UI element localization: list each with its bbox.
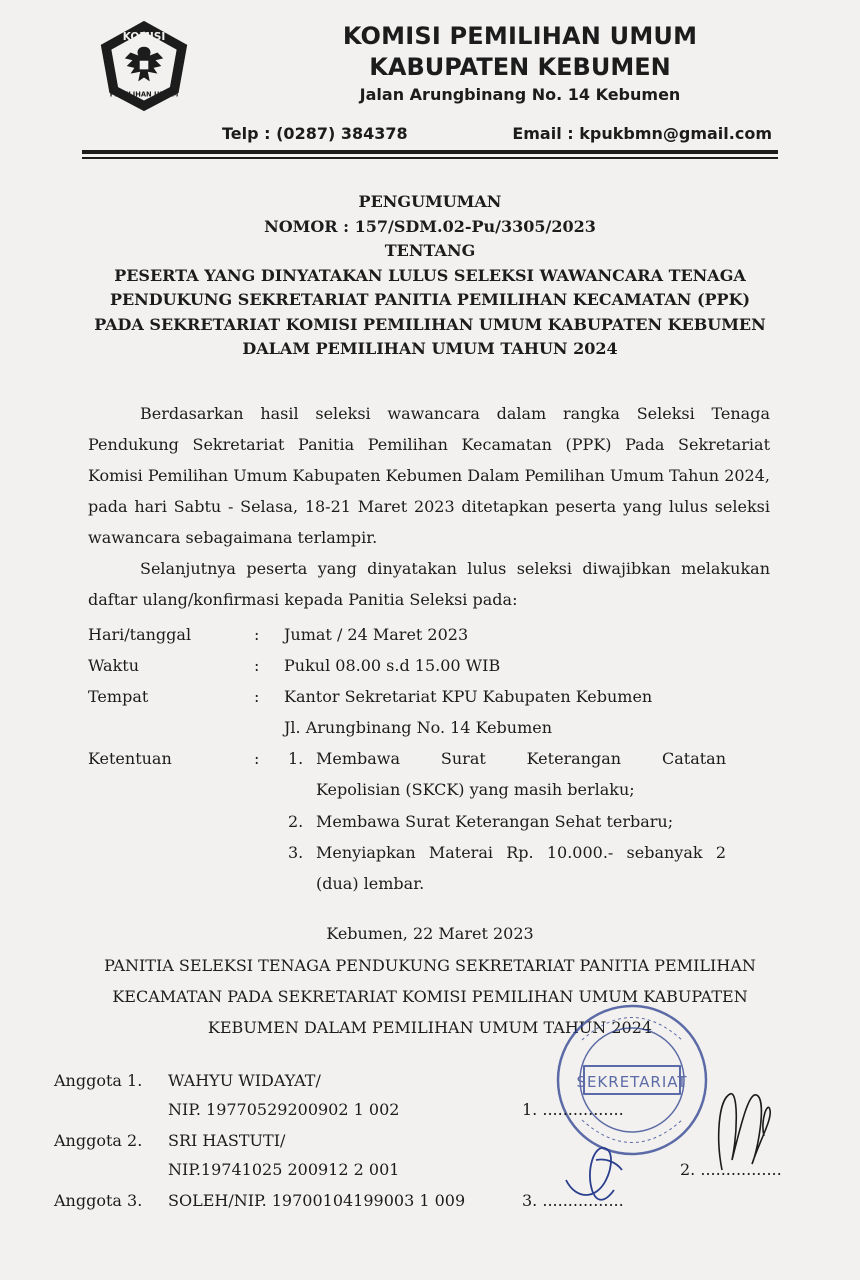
colon: : — [254, 625, 260, 644]
time-value: Pukul 08.00 s.d 15.00 WIB — [284, 656, 501, 675]
committee-line: KECAMATAN PADA SEKRETARIAT KOMISI PEMILIHAN UMUM KABUPATEN — [112, 987, 748, 1006]
stamp-text: SEKRETARIAT — [576, 1073, 688, 1091]
org-phone: Telp : (0287) 384378 — [222, 124, 408, 143]
signature-mark-2 — [708, 1080, 778, 1180]
time-label: Waktu — [88, 656, 140, 675]
day-label: Hari/tanggal — [88, 625, 192, 644]
signatory-name: SOLEH/NIP. 19700104199003 1 009 — [168, 1191, 466, 1210]
announcement-title — [60, 190, 800, 362]
signature-line: 3. ................ — [522, 1191, 624, 1210]
term-number: 2. — [288, 812, 304, 831]
place-date: Kebumen, 22 Maret 2023 — [326, 924, 534, 943]
signatory-role: Anggota 1. — [54, 1071, 143, 1090]
letterhead-heading — [180, 20, 860, 108]
term-3-line2: (dua) lembar. — [316, 874, 425, 893]
signatory-name: WAHYU WIDAYAT/ — [168, 1071, 321, 1090]
term-1-line2: Kepolisian (SKCK) yang masih berlaku; — [316, 780, 635, 799]
subject-line: PESERTA YANG DINYATAKAN LULUS SELEKSI WAWANCARA TENAGA — [114, 265, 746, 285]
term-3-line1: Menyiapkan Materai Rp. 10.000.- sebanyak 2 — [316, 843, 726, 862]
term-1-line1: Membawa Surat Keterangan Catatan — [316, 749, 726, 768]
place-label: Tempat — [88, 687, 149, 706]
org-name-line2: KABUPATEN KEBUMEN — [369, 53, 671, 81]
signature-mark-3 — [556, 1130, 636, 1210]
letterhead-rule-thin — [82, 157, 778, 159]
paragraph-2 — [88, 553, 770, 615]
logo-top-text: KOMISI — [122, 31, 166, 44]
org-address: Jalan Arungbinang No. 14 Kebumen — [359, 85, 681, 104]
letterhead-rule-thick — [82, 150, 778, 154]
signatory-role: Anggota 2. — [54, 1131, 143, 1150]
paragraph-1-text: Berdasarkan hasil seleksi wawancara dalam rangka Seleksi Tenaga Pendukung Sekretariat Panitia Pemilihan Kecamatan (PPK) Pada Sekretariat Komisi Pemilihan Umum Kabupaten Kebumen Dalam Pemilihan Umum Tahun 2024, pada hari Sabtu - Selasa, 18-21 Maret 2023 ditetapkan peserta yang lulus seleksi wawancara sebagaimana terlampir. — [88, 404, 770, 547]
term-number: 3. — [288, 843, 304, 862]
announcement-number: NOMOR : 157/SDM.02-Pu/3305/2023 — [264, 216, 596, 236]
kpu-logo-icon — [96, 18, 192, 114]
committee-line: PANITIA SELEKSI TENAGA PENDUKUNG SEKRETARIAT PANITIA PEMILIHAN — [104, 956, 756, 975]
place-value: Kantor Sekretariat KPU Kabupaten Kebumen — [284, 687, 653, 706]
announcement-about: TENTANG — [384, 241, 476, 260]
subject-line: DALAM PEMILIHAN UMUM TAHUN 2024 — [242, 339, 618, 358]
signature-line: 1. ................ — [522, 1100, 624, 1119]
signature-line: 2. ................ — [680, 1160, 782, 1179]
org-email: Email : kpukbmn@gmail.com — [512, 124, 772, 143]
signatory-role: Anggota 3. — [54, 1191, 143, 1210]
signatory-nip: NIP. 19770529200902 1 002 — [168, 1100, 400, 1119]
colon: : — [254, 687, 260, 706]
paragraph-1 — [88, 398, 770, 553]
colon: : — [254, 656, 260, 675]
colon: : — [254, 749, 260, 768]
subject-line: PENDUKUNG SEKRETARIAT PANITIA PEMILIHAN KECAMATAN (PPK) — [109, 290, 751, 309]
org-name-line1: KOMISI PEMILIHAN UMUM — [342, 22, 698, 50]
announcement-heading: PENGUMUMAN — [358, 192, 502, 211]
signatory-name: SRI HASTUTI/ — [168, 1131, 286, 1150]
committee-line: KEBUMEN DALAM PEMILIHAN UMUM TAHUN 2024 — [207, 1018, 653, 1037]
subject-line: PADA SEKRETARIAT KOMISI PEMILIHAN UMUM KABUPATEN KEBUMEN — [94, 314, 766, 334]
place-value-line2: Jl. Arungbinang No. 14 Kebumen — [284, 718, 553, 737]
term-2-line1: Membawa Surat Keterangan Sehat terbaru; — [316, 812, 674, 831]
signatory-nip: NIP.19741025 200912 2 001 — [168, 1160, 400, 1179]
terms-label: Ketentuan — [88, 749, 172, 768]
logo-bottom-text: PEMILIHAN UMUM — [109, 90, 179, 99]
paragraph-2-text: Selanjutnya peserta yang dinyatakan lulus seleksi diwajibkan melakukan daftar ulang/konfirmasi kepada Panitia Seleksi pada: — [88, 559, 770, 609]
day-value: Jumat / 24 Maret 2023 — [284, 625, 469, 644]
term-number: 1. — [288, 749, 304, 768]
